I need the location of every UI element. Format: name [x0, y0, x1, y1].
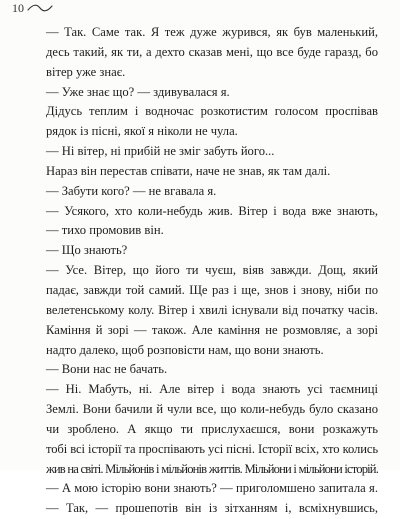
text-line: Дідусь теплим і водночас розкотистим голосом проспівав	[46, 104, 378, 119]
text-line: Нараз він перестав співати, наче не знав, як там далі.	[46, 163, 331, 178]
text-line: — Вони нас не бачать.	[46, 362, 168, 377]
tilde-ornament-icon	[26, 3, 54, 13]
text-line: надто далеко, щоб розповісти нам, що вони знають.	[46, 342, 324, 357]
text-line: — Усе. Вітер, що його ти чуєш, віяв завжди. Дощ, який	[46, 263, 378, 278]
text-line: велетенському колу. Вітер і хвилі існували від початку часів.	[46, 302, 378, 317]
text-line: — тихо промовив він.	[46, 223, 164, 238]
text-line: вітер уже знає.	[46, 64, 126, 79]
body-text	[46, 23, 378, 519]
text-line: жив на світі. Мільйонів і мільйонів життів. Мільйони і мільйони історій.	[46, 461, 378, 476]
text-line: Землі. Вони бачили й чули все, що коли-небудь було сказано	[46, 402, 378, 417]
text-line: — Так. Саме так. Я теж дуже журився, як був маленький,	[46, 25, 378, 39]
page-number: 10	[12, 1, 24, 15]
text-line: тобі всі історії та проспівають усі пісні. Історії всіх, хто колись	[46, 441, 378, 456]
page-header	[12, 0, 54, 16]
text-line: падає, завжди той самий. Ще раз і ще, знов і знову, ніби по	[46, 282, 378, 297]
text-line: рядок із пісні, якої я ніколи не чула.	[46, 124, 238, 139]
text-line: — Так, — прошепотів він із зітханням і, всміхнувшись,	[46, 501, 378, 516]
text-line: чи зроблено. А якщо ти прислухаєшся, вони розкажуть	[46, 421, 378, 436]
text-line: — Ні вітер, ні прибій не зміг забуть його...	[46, 144, 275, 159]
text-line: — А мою історію вони знають? — приголомшено запитала я.	[46, 481, 378, 496]
text-line: — Забути кого? — не вгавала я.	[46, 183, 217, 198]
text-line: Каміння й зорі — також. Але каміння не розмовляє, а зорі	[46, 322, 378, 337]
text-line: — Що знають?	[46, 243, 128, 258]
text-line: — Усякого, хто коли-небудь жив. Вітер і вода вже знають,	[46, 203, 378, 218]
text-line: — Уже знає що? — здивувалася я.	[46, 84, 230, 99]
text-line: десь такий, як ти, а дехто сказав мені, що все буде гаразд, бо	[46, 44, 378, 59]
text-line: — Ні. Мабуть, ні. Але вітер і вода знають усі таємниці	[46, 382, 378, 397]
